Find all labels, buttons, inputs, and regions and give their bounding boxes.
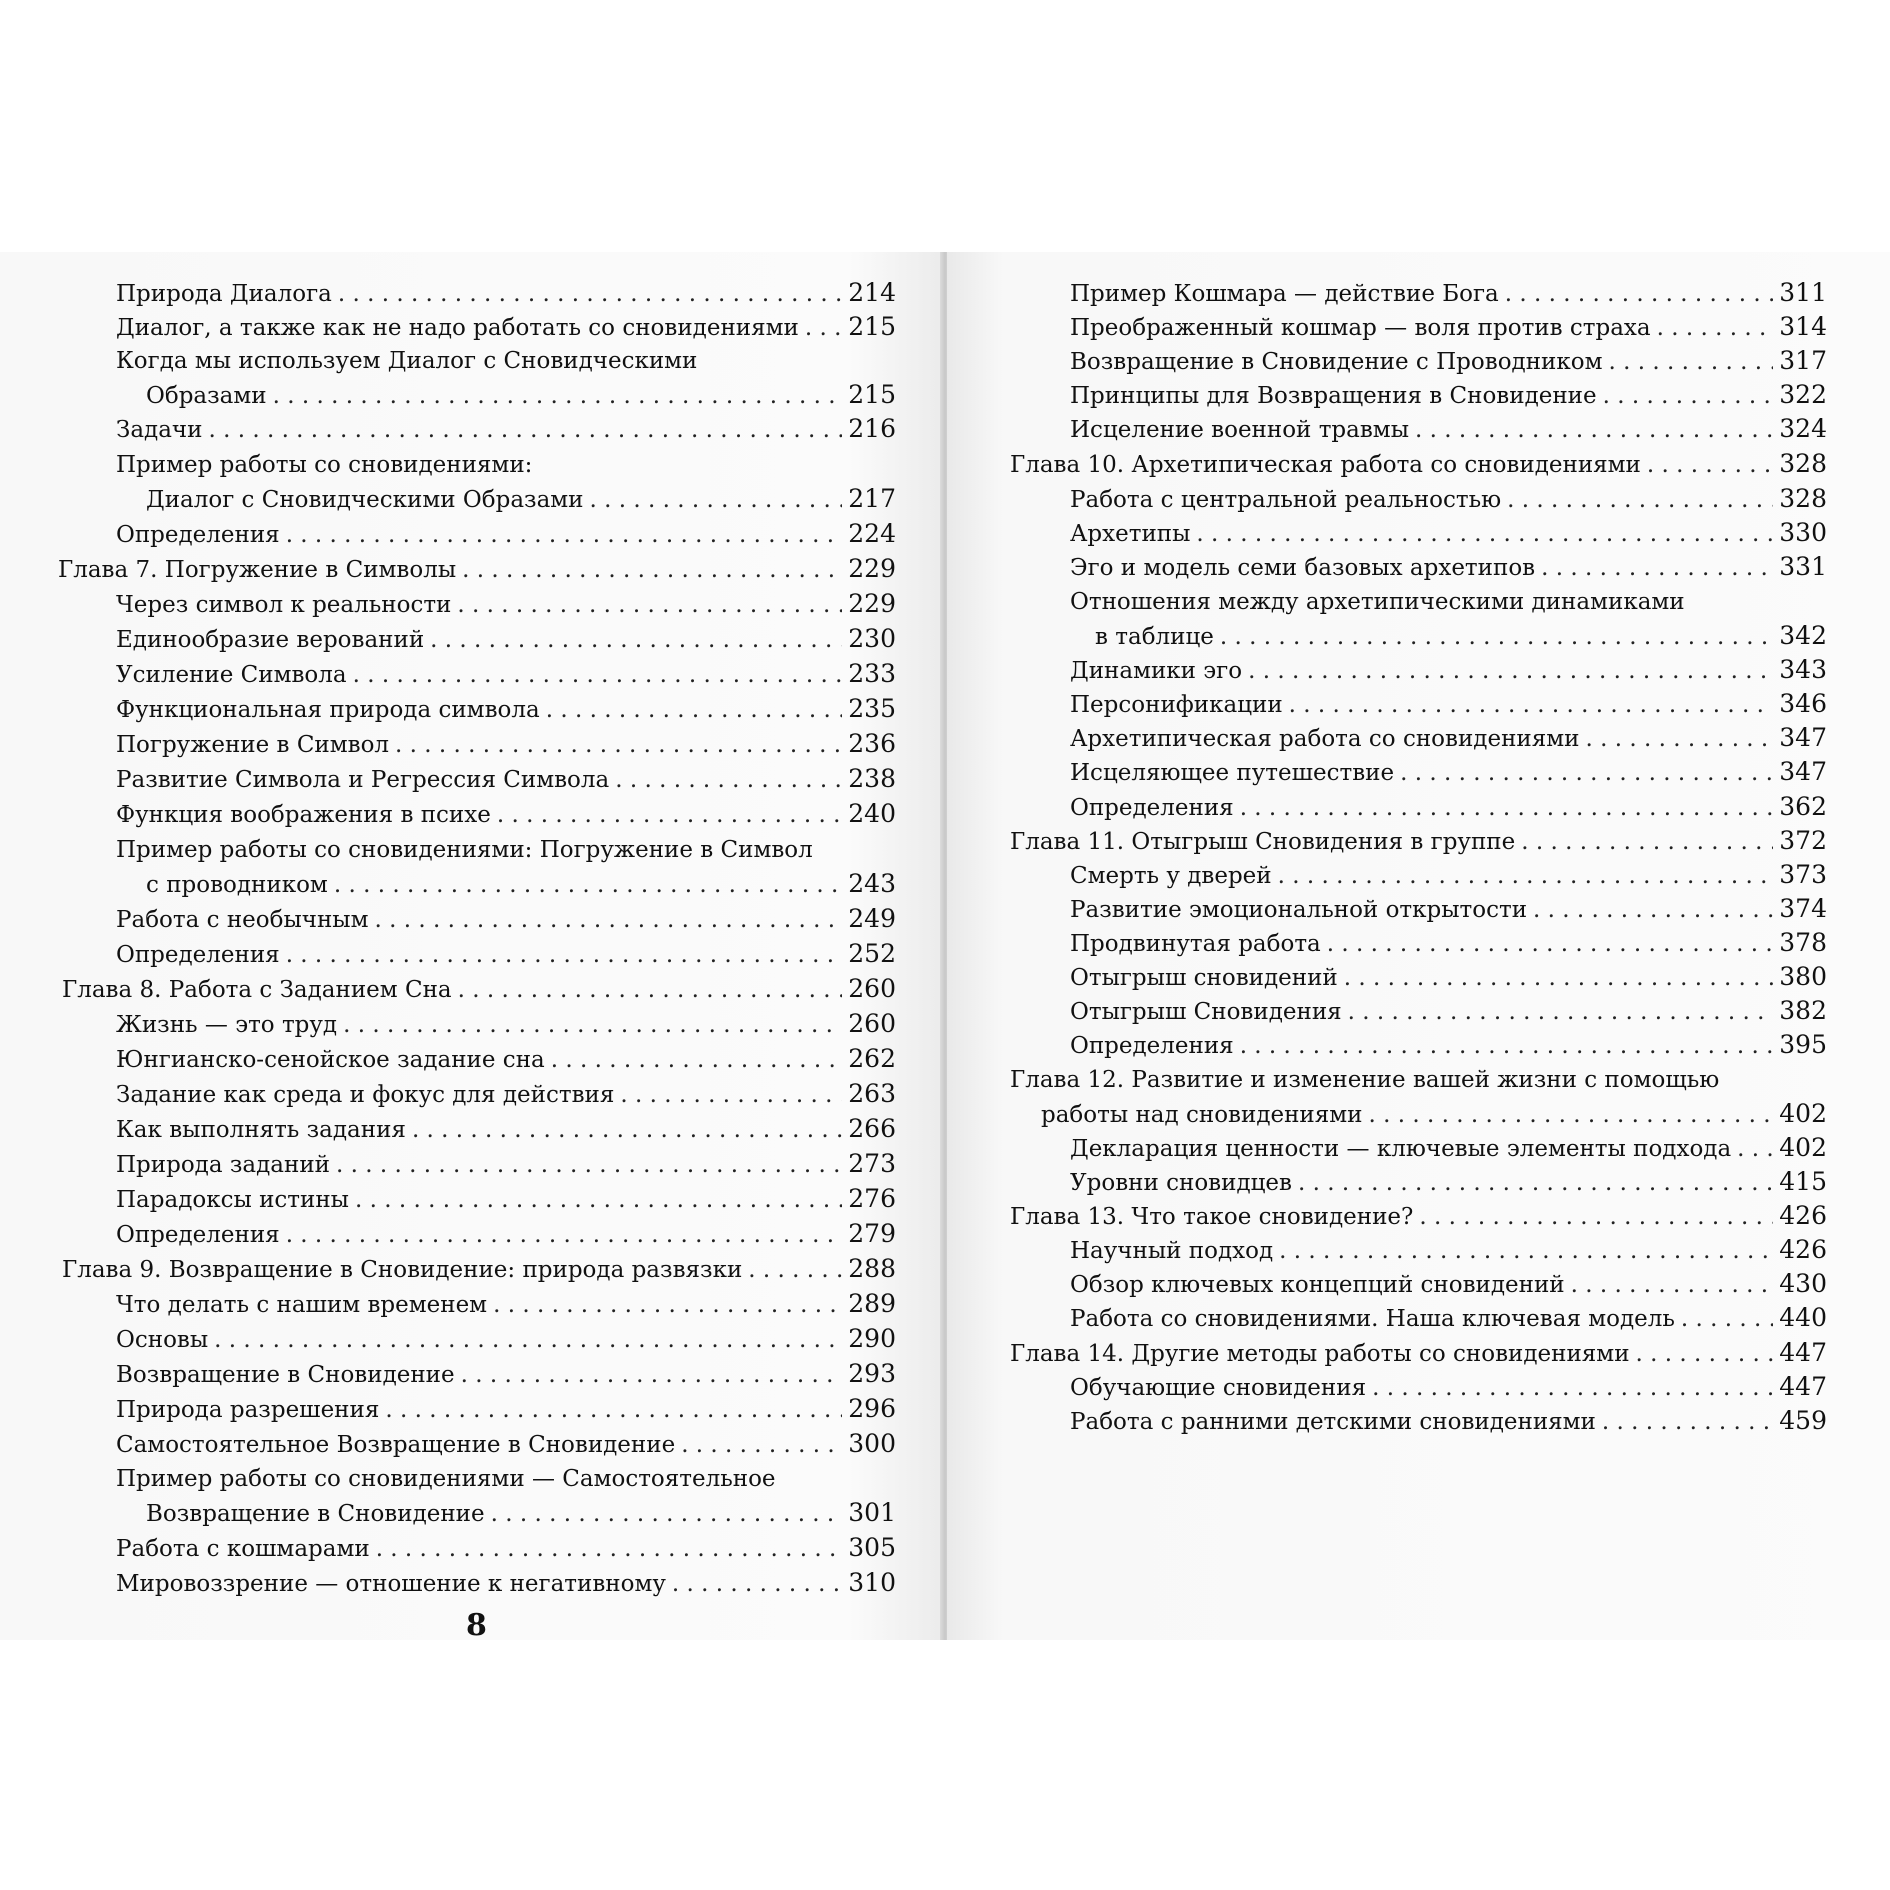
toc-entry xyxy=(116,800,896,829)
toc-entry-title: Возвращение в Сновидение xyxy=(116,1362,455,1388)
toc-entry-page: 230 xyxy=(848,624,896,653)
toc-entry xyxy=(116,1080,896,1109)
dot-leader xyxy=(376,1535,843,1563)
toc-entry xyxy=(116,905,896,934)
toc-entry-title: Архетипическая работа со сновидениями xyxy=(1070,726,1580,752)
toc-entry-title: Пример работы со сновидениями — Самостоятельное xyxy=(116,1466,776,1492)
toc-entry-title: Диалог с Сновидческими Образами xyxy=(146,487,584,513)
toc-entry-page: 362 xyxy=(1779,792,1827,821)
toc-entry xyxy=(1070,1031,1827,1060)
dot-leader xyxy=(1327,930,1774,958)
toc-entry-page: 229 xyxy=(848,589,896,618)
toc-entry-title: Через символ к реальности xyxy=(116,592,452,618)
toc-entry-title: Исцеляющее путешествие xyxy=(1070,760,1395,786)
toc-entry-title: Персонификации xyxy=(1070,692,1283,718)
toc-entry-page: 346 xyxy=(1779,689,1827,718)
toc-entry-title: Определения xyxy=(116,942,280,968)
toc-entry-page: 415 xyxy=(1779,1167,1827,1196)
toc-entry-page: 322 xyxy=(1779,380,1827,409)
toc-entry xyxy=(1070,1304,1827,1333)
toc-entry xyxy=(1070,588,1685,616)
dot-leader xyxy=(336,1151,842,1179)
toc-entry-page: 372 xyxy=(1779,826,1827,855)
toc-entry xyxy=(116,695,896,724)
toc-entry xyxy=(1070,793,1827,822)
dot-leader xyxy=(412,1116,842,1144)
dot-leader xyxy=(1348,998,1774,1026)
toc-entry-title: Природа Диалога xyxy=(116,281,332,307)
dot-leader xyxy=(1505,280,1774,308)
toc-entry-title: Динамики эго xyxy=(1070,658,1243,684)
toc-entry-page: 310 xyxy=(848,1568,896,1597)
toc-entry-page: 215 xyxy=(848,380,896,409)
dot-leader xyxy=(1636,1340,1774,1368)
toc-entry xyxy=(62,1255,896,1284)
toc-entry-page: 426 xyxy=(1779,1201,1827,1230)
toc-entry xyxy=(1070,1373,1827,1402)
toc-entry xyxy=(1070,279,1827,308)
toc-entry-page: 266 xyxy=(848,1114,896,1143)
dot-leader xyxy=(1737,1135,1773,1163)
toc-entry-title: Природа разрешения xyxy=(116,1397,380,1423)
dot-leader xyxy=(461,1361,843,1389)
toc-entry-page: 260 xyxy=(848,1009,896,1038)
toc-entry-title: Как выполнять задания xyxy=(116,1117,406,1143)
toc-entry-page: 373 xyxy=(1779,860,1827,889)
dot-leader xyxy=(1400,759,1773,787)
toc-entry-page: 229 xyxy=(848,554,896,583)
dot-leader xyxy=(395,731,842,759)
toc-entry-page: 328 xyxy=(1779,484,1827,513)
toc-entry-title: Жизнь — это труд xyxy=(116,1012,338,1038)
toc-entry-title: Единообразие верований xyxy=(116,627,425,653)
toc-entry-page: 378 xyxy=(1779,928,1827,957)
toc-entry xyxy=(1070,415,1827,444)
toc-entry-page: 260 xyxy=(848,974,896,1003)
toc-entry-page: 249 xyxy=(848,904,896,933)
dot-leader xyxy=(334,871,842,899)
book-spread xyxy=(0,252,1890,1640)
dot-leader xyxy=(805,314,842,342)
toc-entry-page: 402 xyxy=(1779,1099,1827,1128)
toc-entry xyxy=(146,485,896,514)
toc-entry-title: Преображенный кошмар — воля против страха xyxy=(1070,315,1651,341)
toc-entry-title: Глава 9. Возвращение в Сновидение: природа развязки xyxy=(62,1257,743,1283)
toc-entry xyxy=(116,1045,896,1074)
toc-entry-page: 263 xyxy=(848,1079,896,1108)
toc-entry xyxy=(1070,895,1827,924)
toc-entry xyxy=(1070,929,1827,958)
toc-entry-title: Определения xyxy=(1070,795,1234,821)
toc-entry-page: 395 xyxy=(1779,1030,1827,1059)
toc-entry xyxy=(116,1360,896,1389)
toc-entry-page: 293 xyxy=(848,1359,896,1388)
toc-entry xyxy=(116,1185,896,1214)
toc-entry-page: 447 xyxy=(1779,1338,1827,1367)
toc-entry-page: 252 xyxy=(848,939,896,968)
dot-leader xyxy=(1647,451,1773,479)
toc-entry-title: Пример Кошмара — действие Бога xyxy=(1070,281,1499,307)
toc-entry-title: Эго и модель семи базовых архетипов xyxy=(1070,555,1536,581)
dot-leader xyxy=(273,382,843,410)
toc-entry xyxy=(116,347,697,375)
toc-entry-page: 328 xyxy=(1779,449,1827,478)
toc-entry-page: 382 xyxy=(1779,996,1827,1025)
toc-entry xyxy=(116,415,896,444)
toc-entry-title: Что делать с нашим временем xyxy=(116,1292,488,1318)
dot-leader xyxy=(1372,1374,1773,1402)
dot-leader xyxy=(355,1186,842,1214)
toc-entry-page: 262 xyxy=(848,1044,896,1073)
toc-entry-page: 301 xyxy=(848,1498,896,1527)
toc-entry-page: 347 xyxy=(1779,757,1827,786)
dot-leader xyxy=(1344,964,1774,992)
toc-entry-page: 217 xyxy=(848,484,896,513)
toc-entry xyxy=(1010,1066,1719,1094)
dot-leader xyxy=(493,1291,842,1319)
dot-leader xyxy=(681,1431,842,1459)
toc-entry xyxy=(116,1395,896,1424)
toc-entry-title: Работа с необычным xyxy=(116,907,369,933)
toc-entry-page: 311 xyxy=(1779,278,1827,307)
toc-entry xyxy=(1070,1236,1827,1265)
toc-entry-title: Парадоксы истины xyxy=(116,1187,349,1213)
toc-entry xyxy=(1070,690,1827,719)
toc-entry xyxy=(116,730,896,759)
dot-leader xyxy=(458,976,843,1004)
toc-entry-title: Задание как среда и фокус для действия xyxy=(116,1082,615,1108)
dot-leader xyxy=(375,906,843,934)
toc-entry xyxy=(1070,1407,1827,1436)
toc-entry-page: 235 xyxy=(848,694,896,723)
toc-entry xyxy=(1070,656,1827,685)
dot-leader xyxy=(1603,382,1774,410)
toc-entry xyxy=(1070,1168,1827,1197)
dot-leader xyxy=(385,1396,842,1424)
toc-entry-title: Погружение в Символ xyxy=(116,732,390,758)
dot-leader xyxy=(1541,554,1773,582)
dot-leader xyxy=(1521,828,1773,856)
toc-entry-page: 238 xyxy=(848,764,896,793)
toc-entry-title: Глава 13. Что такое сновидение? xyxy=(1010,1204,1414,1230)
toc-entry xyxy=(116,451,532,479)
toc-entry-title: Функциональная природа символа xyxy=(116,697,540,723)
dot-leader xyxy=(1507,486,1773,514)
dot-leader xyxy=(1602,1408,1773,1436)
toc-entry-page: 342 xyxy=(1779,621,1827,650)
toc-entry-page: 289 xyxy=(848,1289,896,1318)
toc-entry-page: 343 xyxy=(1779,655,1827,684)
toc-entry-title: Развитие Символа и Регрессия Символа xyxy=(116,767,610,793)
dot-leader xyxy=(1279,1237,1773,1265)
toc-entry xyxy=(1070,861,1827,890)
toc-entry-page: 374 xyxy=(1779,894,1827,923)
dot-leader xyxy=(208,416,842,444)
toc-entry xyxy=(1070,1134,1827,1163)
dot-leader xyxy=(1298,1169,1773,1197)
toc-entry-title: Развитие эмоциональной открытости xyxy=(1070,897,1528,923)
toc-entry-title: Усиление Символа xyxy=(116,662,347,688)
toc-entry xyxy=(116,1430,896,1459)
toc-entry-title: Юнгианско-сенойское задание сна xyxy=(116,1047,545,1073)
toc-entry-title: Мировоззрение — отношение к негативному xyxy=(116,1571,666,1597)
toc-entry-page: 288 xyxy=(848,1254,896,1283)
toc-entry-page: 236 xyxy=(848,729,896,758)
toc-entry xyxy=(116,520,896,549)
dot-leader xyxy=(430,626,842,654)
dot-leader xyxy=(1196,520,1773,548)
toc-entry xyxy=(1095,622,1827,651)
toc-entry xyxy=(116,625,896,654)
toc-entry-page: 331 xyxy=(1779,552,1827,581)
toc-entry-page: 402 xyxy=(1779,1133,1827,1162)
toc-entry xyxy=(1010,450,1827,479)
toc-entry xyxy=(1010,1202,1827,1231)
toc-entry xyxy=(116,1115,896,1144)
dot-leader xyxy=(1533,896,1773,924)
dot-leader xyxy=(457,591,842,619)
toc-entry-title: Уровни сновидцев xyxy=(1070,1170,1292,1196)
toc-entry-page: 440 xyxy=(1779,1303,1827,1332)
toc-entry-title: Глава 10. Архетипическая работа со сновидениями xyxy=(1010,452,1641,478)
toc-entry xyxy=(146,1499,896,1528)
toc-entry-page: 430 xyxy=(1779,1269,1827,1298)
toc-entry xyxy=(116,1220,896,1249)
toc-entry-page: 330 xyxy=(1779,518,1827,547)
toc-entry xyxy=(1070,997,1827,1026)
toc-entry-title: Основы xyxy=(116,1327,209,1353)
toc-entry-title: Работа со сновидениями. Наша ключевая модель xyxy=(1070,1306,1675,1332)
toc-entry xyxy=(116,1150,896,1179)
toc-entry xyxy=(1070,485,1827,514)
toc-entry-title: Функция воображения в психе xyxy=(116,802,491,828)
toc-entry-title: Возвращение в Сновидение с Проводником xyxy=(1070,349,1603,375)
toc-entry xyxy=(1070,724,1827,753)
toc-entry xyxy=(1070,758,1827,787)
page-number: 8 xyxy=(466,1608,487,1640)
toc-entry-page: 279 xyxy=(848,1219,896,1248)
toc-entry-title: Глава 7. Погружение в Символы xyxy=(58,557,457,583)
toc-entry-page: 305 xyxy=(848,1533,896,1562)
toc-entry xyxy=(1070,1270,1827,1299)
toc-entry-page: 273 xyxy=(848,1149,896,1178)
right-page xyxy=(947,252,1890,1640)
toc-entry-title: Принципы для Возвращения в Сновидение xyxy=(1070,383,1597,409)
toc-entry xyxy=(62,975,896,1004)
toc-entry-page: 314 xyxy=(1779,312,1827,341)
dot-leader xyxy=(1248,657,1773,685)
toc-entry-title: Исцеление военной травмы xyxy=(1070,417,1410,443)
toc-entry-title: Природа заданий xyxy=(116,1152,330,1178)
dot-leader xyxy=(748,1256,842,1284)
toc-entry xyxy=(1010,1339,1827,1368)
dot-leader xyxy=(1681,1305,1773,1333)
toc-entry-title: Работа с кошмарами xyxy=(116,1536,370,1562)
toc-entry-title: Определения xyxy=(1070,1033,1234,1059)
dot-leader xyxy=(353,661,843,689)
dot-leader xyxy=(1419,1203,1773,1231)
dot-leader xyxy=(1289,691,1774,719)
toc-entry xyxy=(146,870,896,899)
toc-entry-page: 317 xyxy=(1779,346,1827,375)
toc-entry-title: Работа с ранними детскими сновидениями xyxy=(1070,1409,1596,1435)
dot-leader xyxy=(590,486,843,514)
toc-entry xyxy=(116,1290,896,1319)
dot-leader xyxy=(672,1570,842,1598)
dot-leader xyxy=(1415,416,1773,444)
toc-entry-title: Самостоятельное Возвращение в Сновидение xyxy=(116,1432,676,1458)
toc-entry xyxy=(116,1534,896,1563)
toc-entry-title: Диалог, а также как не надо работать со сновидениями xyxy=(116,315,799,341)
toc-entry-title: Глава 8. Работа с Заданием Сна xyxy=(62,977,452,1003)
dot-leader xyxy=(286,1221,843,1249)
dot-leader xyxy=(286,941,843,969)
toc-entry xyxy=(1070,381,1827,410)
toc-entry xyxy=(1070,347,1827,376)
toc-entry-page: 243 xyxy=(848,869,896,898)
toc-entry-title: Декларация ценности — ключевые элементы подхода xyxy=(1070,1136,1732,1162)
dot-leader xyxy=(1220,623,1773,651)
toc-entry-title: Возвращение в Сновидение xyxy=(146,1501,485,1527)
toc-entry xyxy=(1070,963,1827,992)
toc-entry-page: 426 xyxy=(1779,1235,1827,1264)
toc-entry xyxy=(116,940,896,969)
toc-entry-title: Научный подход xyxy=(1070,1238,1274,1264)
dot-leader xyxy=(343,1011,842,1039)
toc-entry xyxy=(1041,1100,1827,1129)
toc-entry-page: 215 xyxy=(848,312,896,341)
toc-entry-page: 447 xyxy=(1779,1372,1827,1401)
dot-leader xyxy=(615,766,842,794)
toc-entry-page: 233 xyxy=(848,659,896,688)
toc-entry-page: 459 xyxy=(1779,1406,1827,1435)
dot-leader xyxy=(1368,1101,1773,1129)
dot-leader xyxy=(551,1046,843,1074)
toc-entry xyxy=(1070,553,1827,582)
toc-entry-title: в таблице xyxy=(1095,624,1214,650)
toc-entry xyxy=(116,1569,896,1598)
toc-entry-title: Работа с центральной реальностью xyxy=(1070,487,1502,513)
dot-leader xyxy=(286,521,843,549)
toc-entry-title: Глава 12. Развитие и изменение вашей жизни с помощью xyxy=(1010,1067,1720,1093)
left-page xyxy=(0,252,944,1640)
toc-entry xyxy=(116,1325,896,1354)
toc-entry-title: Продвинутая работа xyxy=(1070,931,1321,957)
dot-leader xyxy=(1608,348,1773,376)
toc-entry xyxy=(146,381,896,410)
dot-leader xyxy=(462,556,842,584)
dot-leader xyxy=(1571,1271,1774,1299)
dot-leader xyxy=(491,1500,843,1528)
toc-entry-page: 216 xyxy=(848,414,896,443)
toc-entry-page: 214 xyxy=(848,278,896,307)
toc-entry-page: 290 xyxy=(848,1324,896,1353)
toc-entry-title: Отыгрыш Сновидения xyxy=(1070,999,1342,1025)
toc-entry xyxy=(1070,313,1827,342)
toc-entry-title: Смерть у дверей xyxy=(1070,863,1272,889)
toc-entry-title: Образами xyxy=(146,383,267,409)
toc-entry xyxy=(116,1010,896,1039)
toc-entry-title: работы над сновидениями xyxy=(1041,1102,1363,1128)
toc-entry-title: Отыгрыш сновидений xyxy=(1070,965,1338,991)
toc-entry xyxy=(116,313,896,342)
dot-leader xyxy=(1657,314,1774,342)
toc-entry-page: 347 xyxy=(1779,723,1827,752)
toc-entry-title: Глава 11. Отыгрыш Сновидения в группе xyxy=(1010,829,1516,855)
toc-entry xyxy=(116,836,813,864)
toc-entry xyxy=(1010,827,1827,856)
toc-entry xyxy=(116,765,896,794)
toc-entry-title: Пример работы со сновидениями: Погружение в Символ xyxy=(116,837,813,863)
toc-entry-title: Когда мы используем Диалог с Сновидческими xyxy=(116,348,698,374)
toc-entry xyxy=(58,555,896,584)
toc-entry-page: 300 xyxy=(848,1429,896,1458)
dot-leader xyxy=(338,280,842,308)
toc-entry-title: с проводником xyxy=(146,872,328,898)
toc-entry-page: 296 xyxy=(848,1394,896,1423)
toc-entry-page: 276 xyxy=(848,1184,896,1213)
toc-entry-title: Определения xyxy=(116,522,280,548)
toc-entry xyxy=(116,1465,776,1493)
dot-leader xyxy=(497,801,842,829)
toc-entry xyxy=(1070,519,1827,548)
toc-entry-title: Обучающие сновидения xyxy=(1070,1375,1367,1401)
toc-entry-title: Архетипы xyxy=(1070,521,1191,547)
dot-leader xyxy=(1278,862,1774,890)
toc-entry-page: 380 xyxy=(1779,962,1827,991)
toc-entry-page: 240 xyxy=(848,799,896,828)
toc-entry-title: Задачи xyxy=(116,417,203,443)
dot-leader xyxy=(546,696,843,724)
dot-leader xyxy=(620,1081,842,1109)
toc-entry-title: Обзор ключевых концепций сновидений xyxy=(1070,1272,1565,1298)
toc-entry-page: 224 xyxy=(848,519,896,548)
dot-leader xyxy=(1240,794,1774,822)
dot-leader xyxy=(214,1326,842,1354)
toc-entry-title: Отношения между архетипическими динамиками xyxy=(1070,589,1685,615)
toc-entry-page: 324 xyxy=(1779,414,1827,443)
toc-entry xyxy=(116,590,896,619)
toc-entry-title: Глава 14. Другие методы работы со сновидениями xyxy=(1010,1341,1630,1367)
dot-leader xyxy=(1240,1032,1774,1060)
toc-entry xyxy=(116,660,896,689)
toc-entry xyxy=(116,279,896,308)
toc-entry-title: Определения xyxy=(116,1222,280,1248)
dot-leader xyxy=(1585,725,1773,753)
toc-entry-title: Пример работы со сновидениями: xyxy=(116,452,533,478)
